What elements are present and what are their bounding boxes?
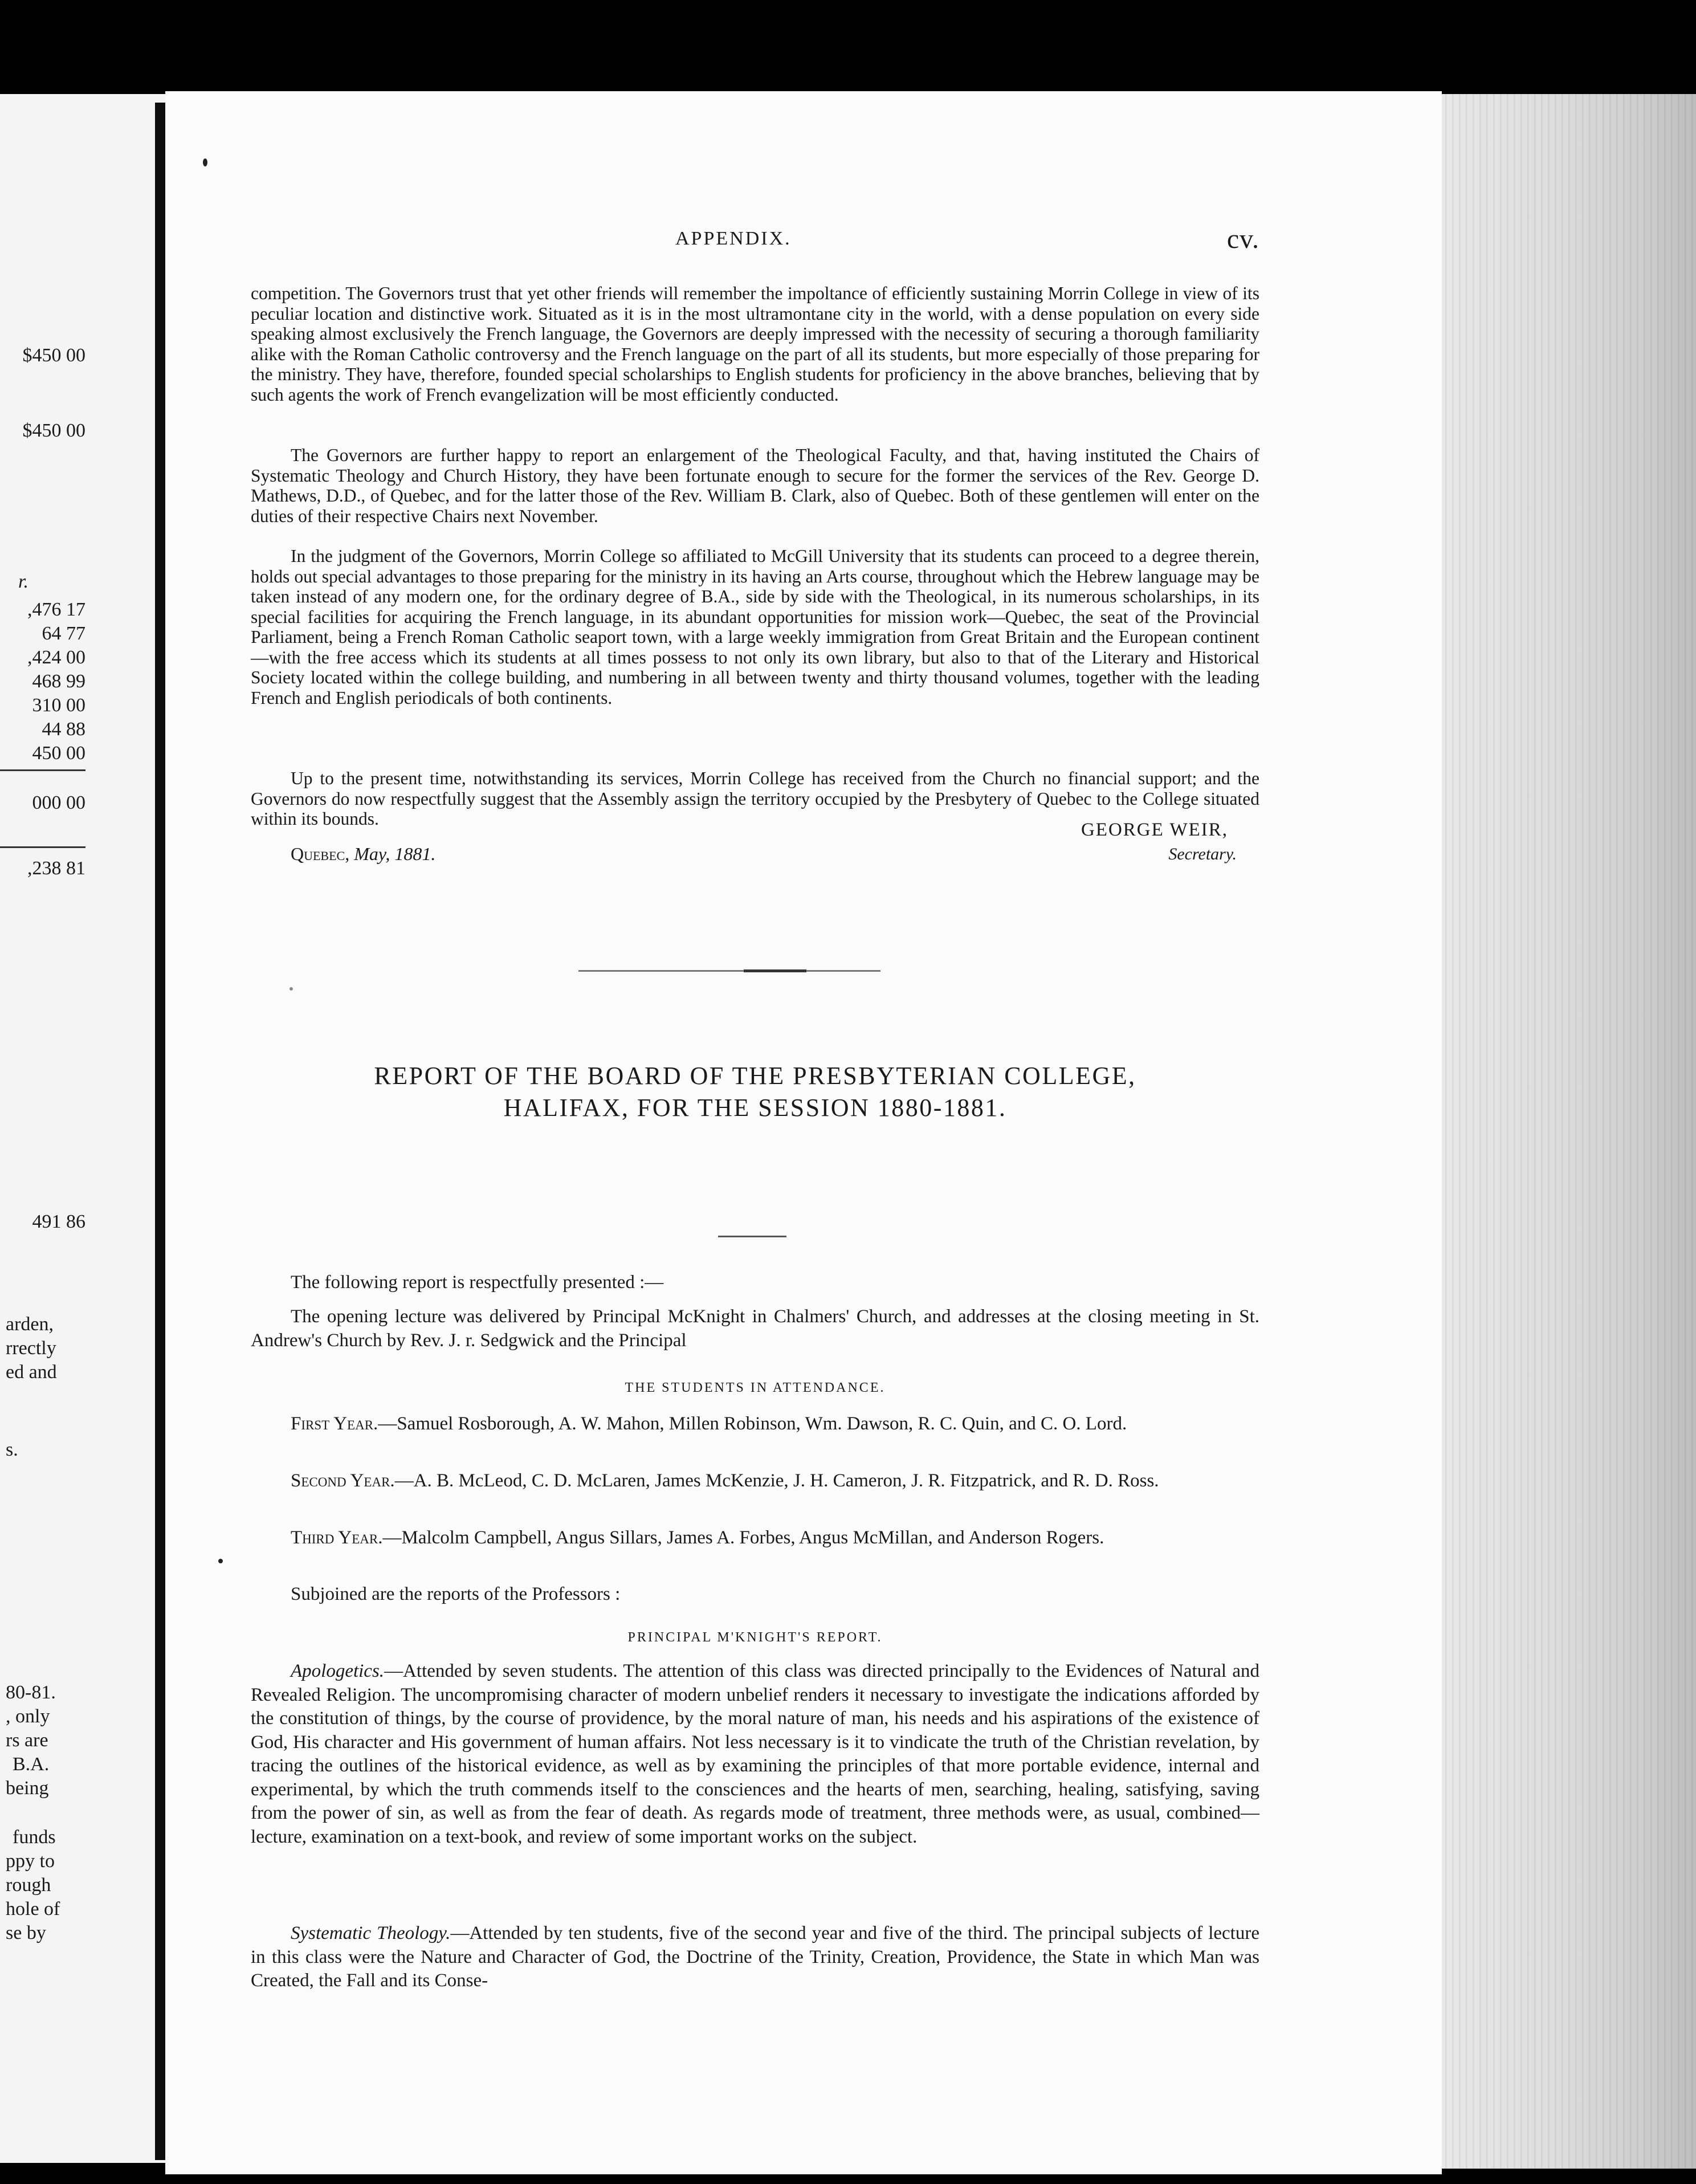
left-text-fragment: arden,: [6, 1314, 54, 1335]
ink-speck: [218, 1559, 223, 1563]
report-opening: The opening lecture was delivered by Principal McKnight in Chalmers' Church, and addresses at the closing meeting in St. Andrew's Church by Rev. J. r. Sedgwick and the Principal: [251, 1306, 1259, 1351]
systematic-theology-paragraph: [251, 1922, 1259, 1993]
report-title-line-2: HALIFAX, FOR THE SESSION 1880-1881.: [503, 1094, 1007, 1122]
book-gutter: [155, 103, 166, 2160]
left-facing-page: [0, 94, 165, 2163]
morrin-paragraph-2: The Governors are further happy to report an enlargement of the Theological Faculty, and that, having instituted the Chairs of Systematic Theology and Church History, they have been fortunate enough to secure for the former the services of the Rev. George D. Mathews, D.D., of Quebec, and for the latter those of the Rev. William B. Clark, also of Quebec. Both of these gentlemen will enter on the duties of their respective Chairs next November.: [251, 445, 1259, 526]
left-amount: $450 00: [22, 420, 85, 441]
apologetics-label: Apologetics.: [291, 1661, 385, 1681]
left-amount: 491 86: [32, 1211, 85, 1232]
report-title: [251, 1060, 1259, 1124]
running-head: [251, 224, 1259, 262]
left-text-fragment: ed and: [6, 1362, 57, 1383]
place-and-date: [291, 844, 435, 865]
left-amount: 450 00: [32, 743, 85, 764]
section-divider-center: [744, 969, 806, 972]
left-amount: ,476 17: [27, 599, 85, 620]
left-amount: 000 00: [32, 792, 85, 813]
left-text-fragment: rs are: [6, 1730, 48, 1751]
second-year-entry: [251, 1469, 1259, 1493]
left-text-fragment: B.A.: [13, 1754, 50, 1775]
third-year-names: —Malcolm Campbell, Angus Sillars, James A. Forbes, Angus McMillan, and Anderson Rogers.: [382, 1527, 1104, 1548]
left-text-fragment: , only: [6, 1706, 50, 1727]
page-edge-texture: [1399, 94, 1696, 2169]
left-amount: 310 00: [32, 695, 85, 716]
signature-name: GEORGE WEIR,: [1081, 820, 1228, 840]
left-rule: [0, 846, 85, 848]
students-heading: THE STUDENTS IN ATTENDANCE.: [625, 1380, 886, 1395]
left-amount: ,424 00: [27, 647, 85, 668]
page-content: [251, 91, 1259, 2171]
morrin-paragraph-1: competition. The Governors trust that yet other friends will remember the impoltance of efficiently sustaining Morrin College in view of its peculiar location and distinctive work. Situated as it is in the most ultramontane city in the world, with a dense population on every side speaking almost exclusively the French language, the Governors are deeply impressed with the necessity of securing a thorough familiarity alike with the Roman Catholic controversy and the French language on the part of all its students, but more especially of those preparing for the ministry. They have, therefore, founded special scholarships to English students for proficiency in the above branches, believing that by such agents the work of French evangelization will be most efficiently conducted.: [251, 283, 1259, 405]
first-year-label: First Year.: [291, 1413, 378, 1434]
left-text-fragment: ppy to: [6, 1851, 55, 1872]
first-year-entry: [251, 1412, 1259, 1436]
left-text-fragment: funds: [13, 1827, 56, 1848]
title-rule: [718, 1236, 786, 1237]
report-title-line-1: REPORT OF THE BOARD OF THE PRESBYTERIAN COLLEGE,: [374, 1062, 1136, 1090]
second-year-label: Second Year.: [291, 1470, 395, 1491]
section-divider: [578, 970, 880, 972]
date: May, 1881.: [354, 844, 436, 864]
left-amount: ,238 81: [27, 858, 85, 879]
left-amount: $450 00: [22, 345, 85, 366]
left-rule: [0, 769, 85, 771]
second-year-names: —A. B. McLeod, C. D. McLaren, James McKenzie, J. H. Cameron, J. R. Fitzpatrick, and R. D. Ross.: [394, 1470, 1159, 1491]
systematic-theology-text: —Attended by ten students, five of the second year and five of the third. The principal subjects of lecture in this class were the Nature and Character of God, the Doctrine of the Trinity, Creation, Providence, the State in which Man was Created, the Fall and its Conse-: [251, 1923, 1259, 1991]
apologetics-text: —Attended by seven students. The attention of this class was directed principally to the Evidences of Natural and Revealed Religion. The uncompromising character of modern unbelief renders it necessary to investigate the indications afforded by the constitution of things, by the course of providence, by the moral nature of man, his needs and his aspirations of the existence of God, His character and His government of human affairs. Not less necessary is it to vindicate the truth of the Christian revelation, by tracing the outlines of the historical evidence, as well as by examining the principles of that more portable evidence, internal and experimental, by which the truth commends itself to the consciences and the hearts of men, searching, healing, satisfying, saving from the power of sin, as well as from the fear of death. As regards mode of treatment, three methods were, as usual, combined—lecture, examination on a text-book, and review of some important works on the subject.: [251, 1661, 1259, 1847]
third-year-entry: [251, 1526, 1259, 1550]
left-column-head: r.: [18, 571, 28, 592]
left-amount: 64 77: [42, 623, 85, 644]
running-head-title: APPENDIX.: [675, 228, 792, 249]
ink-speck: [203, 158, 207, 166]
left-text-fragment: 80-81.: [6, 1682, 56, 1703]
left-text-fragment: hole of: [6, 1898, 60, 1920]
morrin-paragraph-4: Up to the present time, notwithstanding its services, Morrin College has received from the Church no financial support; and the Governors do now respectfully suggest that the Assembly assign the territory occupied by the Presbytery of Quebec to the College situated within its bounds.: [251, 768, 1259, 829]
systematic-theology-label: Systematic Theology.: [291, 1923, 451, 1943]
left-text-fragment: being: [6, 1778, 49, 1799]
left-amount: 468 99: [32, 671, 85, 692]
morrin-paragraph-3: In the judgment of the Governors, Morrin College so affiliated to McGill University that its students can proceed to a degree therein, holds out special advantages to those preparing for the ministry in its having an Arts course, throughout which the Hebrew language may be taken instead of any modern one, for the ordinary degree of B.A., side by side with the Theological, in its numerous scholarships, in its special facilities for acquiring the French language, in its abundant opportunities for mission work—Quebec, the seat of the Provincial Parliament, being a French Roman Catholic seaport town, with a large weekly immigration from Great Britain and the European continent—with the free access which its students at all times possess to not only its own library, but also to that of the Literary and Historical Society located within the college building, and numbering in all between twenty and thirty thousand volumes, together with the leading French and English periodicals of both continents.: [251, 546, 1259, 708]
place: Quebec,: [291, 844, 350, 864]
left-text-fragment: s.: [6, 1439, 18, 1460]
left-text-fragment: se by: [6, 1922, 46, 1943]
page-number: cv.: [1226, 224, 1259, 254]
principal-report-heading: PRINCIPAL M'KNIGHT'S REPORT.: [627, 1630, 883, 1645]
report-intro: The following report is respectfully presented :—: [291, 1272, 664, 1293]
main-page: [165, 91, 1442, 2174]
left-text-fragment: rrectly: [6, 1338, 56, 1359]
left-text-fragment: rough: [6, 1875, 51, 1896]
page-edges: [1399, 94, 1696, 2169]
apologetics-paragraph: [251, 1660, 1259, 1849]
subjoined-line: Subjoined are the reports of the Professors :: [291, 1584, 621, 1604]
left-amount: 44 88: [42, 719, 85, 740]
signature-title: Secretary.: [1168, 845, 1237, 863]
first-year-names: —Samuel Rosborough, A. W. Mahon, Millen Robinson, Wm. Dawson, R. C. Quin, and C. O. Lord.: [378, 1413, 1127, 1434]
third-year-label: Third Year.: [291, 1527, 383, 1548]
